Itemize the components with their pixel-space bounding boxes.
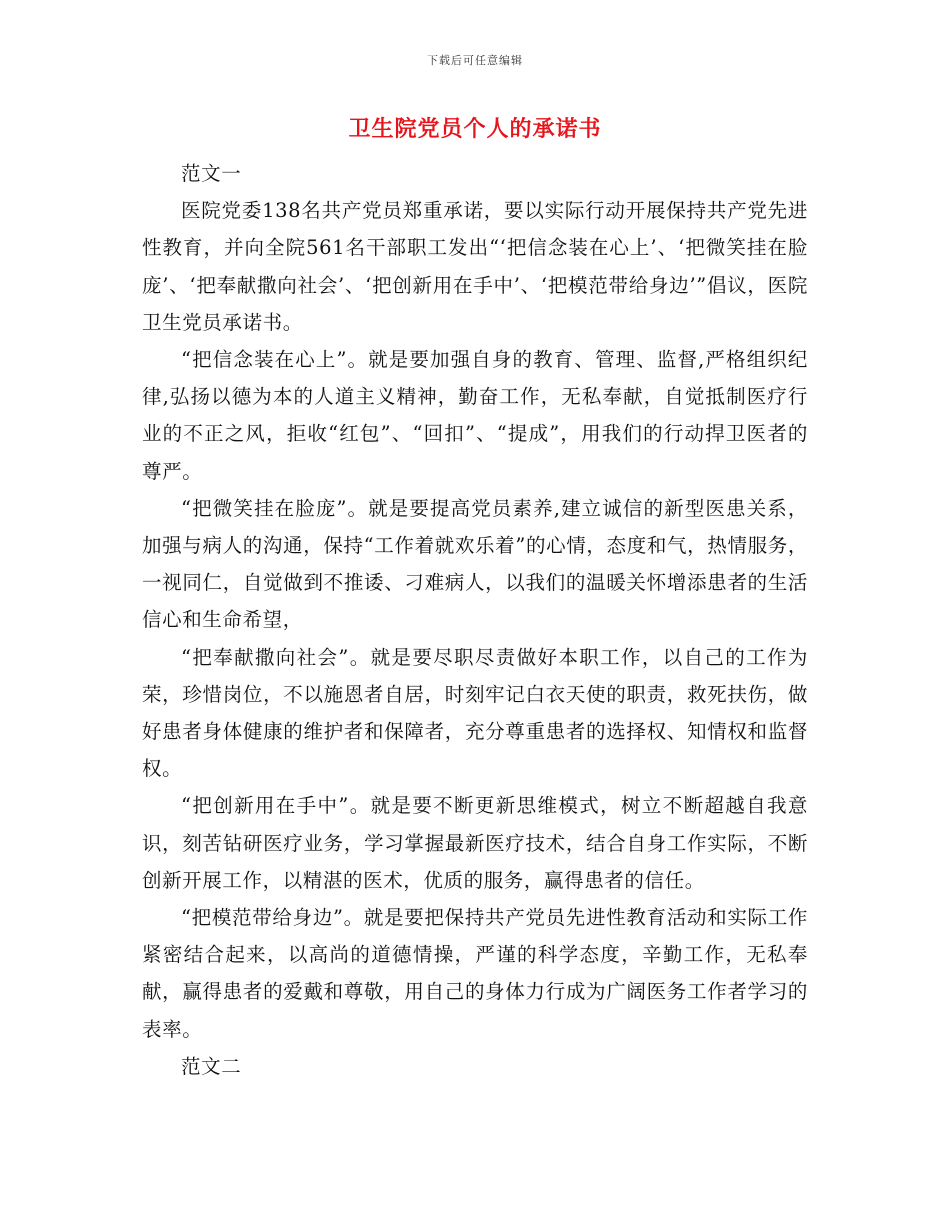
paragraph-sample-two-heading: 范文二 xyxy=(181,1054,242,1078)
document-title: 卫生院党员个人的承诺书 xyxy=(348,116,602,142)
paragraph-innovation: “把创新用在手中”。就是要不断更新思维模式，树立不断超越自我意识，刻苦钻研医疗业务，学习掌握最新医疗技术，结合自身工作实际，不断创新开展工作，以精湛的医术，优质的服务，赢得患者的信任。 xyxy=(142,794,808,892)
paragraph-belief: “把信念装在心上”。就是要加强自身的教育、管理、监督,严格组织纪律,弘扬以德为本的人道主义精神，勤奋工作，无私奉献，自觉抵制医疗行业的不正之风，拒收“红包”、“回扣”、“提成”，用我们的行动捍卫医者的尊严。 xyxy=(142,348,808,483)
paragraph-smile: “把微笑挂在脸庞”。就是要提高党员素养,建立诚信的新型医患关系，加强与病人的沟通，保持“工作着就欢乐着”的心情，态度和气，热情服务，一视同仁，自觉做到不推诿、刁难病人，以我们的温暖关怀增添患者的生活信心和生命希望， xyxy=(142,496,808,632)
page-header-note: 下载后可任意编辑 xyxy=(427,54,523,67)
paragraph-sample-one-heading: 范文一 xyxy=(181,162,242,185)
paragraph-intro: 医院党委138名共产党员郑重承诺，要以实际行动开展保持共产党先进性教育，并向全院561名干部职工发出“‘把信念装在心上’、‘把微笑挂在脸庞’、‘把奉献撒向社会’、‘把创新用在手中’、‘把模范带给身边’”倡议，医院卫生党员承诺书。 xyxy=(142,199,808,334)
paragraph-model: “把模范带给身边”。就是要把保持共产党员先进性教育活动和实际工作紧密结合起来，以高尚的道德情操，严谨的科学态度，辛勤工作，无私奉献，赢得患者的爱戴和尊敬，用自己的身体力行成为广阔医务工作者学习的表率。 xyxy=(142,906,808,1041)
paragraph-dedication: “把奉献撒向社会”。就是要尽职尽责做好本职工作，以自己的工作为荣，珍惜岗位，不以施恩者自居，时刻牢记白衣天使的职责，救死扶伤，做好患者身体健康的维护者和保障者，充分尊重患者的选择权、知情权和监督权。 xyxy=(142,645,808,781)
document-body xyxy=(142,155,808,1085)
